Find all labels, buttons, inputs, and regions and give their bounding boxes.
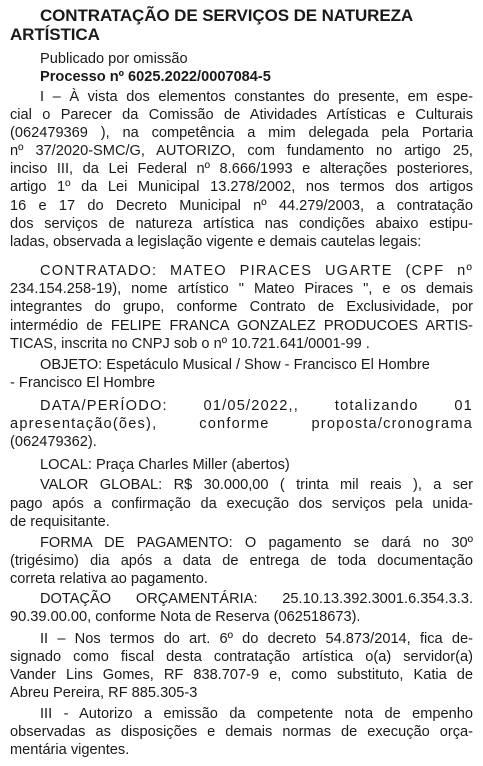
text-line: de requisitante. xyxy=(10,514,110,530)
text-line: correta relativa ao pagamento. xyxy=(10,571,208,587)
section-iii-line: III - Autorizo a emissão da competente nota de empenho xyxy=(40,706,473,722)
text-line: Abreu Pereira, RF 885.305-3 xyxy=(10,685,198,701)
location-line: LOCAL: Praça Charles Miller (abertos) xyxy=(40,457,290,473)
text-line: signado como fiscal desta contratação artística o(a) servidor(a) xyxy=(10,649,473,665)
text-line: intermédio de FELIPE FRANCA GONZALEZ PRODUCOES ARTIS- xyxy=(10,318,473,334)
text-line: (062479362). xyxy=(10,434,97,450)
text-line: 90.39.00.00, conforme Nota de Reserva (062518673). xyxy=(10,609,361,625)
text-line: dos serviços de natureza artística nas condições abaixo estipu- xyxy=(10,216,473,232)
text-line: observadas as disposições e demais normas de execução orça- xyxy=(10,724,473,740)
text-line: ladas, observada a legislação vigente e demais cautelas legais: xyxy=(10,234,422,250)
budget-line: DOTAÇÃO ORÇAMENTÁRIA: 25.10.13.392.3001.6.354.3.3. xyxy=(40,591,473,607)
payment-line: FORMA DE PAGAMENTO: O pagamento se dará no 30º xyxy=(40,535,473,551)
text-line: nº 37/2020-SMC/G, AUTORIZO, com fundamento no artigo 25, xyxy=(10,143,473,159)
text-line: I – À vista dos elementos constantes do presente, em espe- xyxy=(40,89,473,105)
text-line: inciso III, da Lei Federal nº 8.666/1993 e alterações posteriores, xyxy=(10,161,473,177)
heading-line-1: CONTRATAÇÃO DE SERVIÇOS DE NATUREZA xyxy=(40,6,414,25)
process-number: Processo nº 6025.2022/0007084-5 xyxy=(40,69,271,85)
date-period-line: DATA/PERÍODO: 01/05/2022,, totalizando 01 xyxy=(40,398,473,414)
text-line: integrantes do grupo, conforme Contrato de Exclusividade, por xyxy=(10,299,473,315)
global-value-line: VALOR GLOBAL: R$ 30.000,00 ( trinta mil reais ), a ser xyxy=(40,477,473,493)
text-line: cial o Parecer da Comissão de Atividades Artísticas e Culturais xyxy=(10,107,473,123)
section-ii-line: II – Nos termos do art. 6º do decreto 54.873/2014, fica de- xyxy=(40,631,473,647)
text-line: 16 e 17 do Decreto Municipal nº 44.279/2003, a contratação xyxy=(10,198,473,214)
contracted-line: CONTRATADO: MATEO PIRACES UGARTE (CPF nº xyxy=(40,263,473,279)
text-line: pago após a confirmação da execução dos serviços pela unida- xyxy=(10,496,473,512)
text-line: - Francisco El Hombre xyxy=(10,375,156,391)
text-line: artigo 1º da Lei Municipal 13.278/2002, nos termos dos artigos xyxy=(10,179,473,195)
text-line: Vander Lins Gomes, RF 838.707-9 e, como substituto, Katia de xyxy=(10,667,473,683)
text-line: (062479369 ), na competência a mim delegada pela Portaria xyxy=(10,125,473,141)
text-line: 234.154.258-19), nome artístico " Mateo Piraces ", e os demais xyxy=(10,281,473,297)
text-line: TICAS, inscrita no CNPJ sob o nº 10.721.641/0001-99 . xyxy=(10,336,370,352)
heading-line-2: ARTÍSTICA xyxy=(10,25,100,44)
object-line: OBJETO: Espetáculo Musical / Show - Francisco El Hombre xyxy=(40,357,430,373)
text-line: mentária vigentes. xyxy=(10,742,130,758)
text-line: apresentação(ões), conforme proposta/cronograma xyxy=(10,416,473,432)
published-note: Publicado por omissão xyxy=(40,51,188,67)
text-line: (trigésimo) dia após a data de entrega de toda documentação xyxy=(10,553,473,569)
